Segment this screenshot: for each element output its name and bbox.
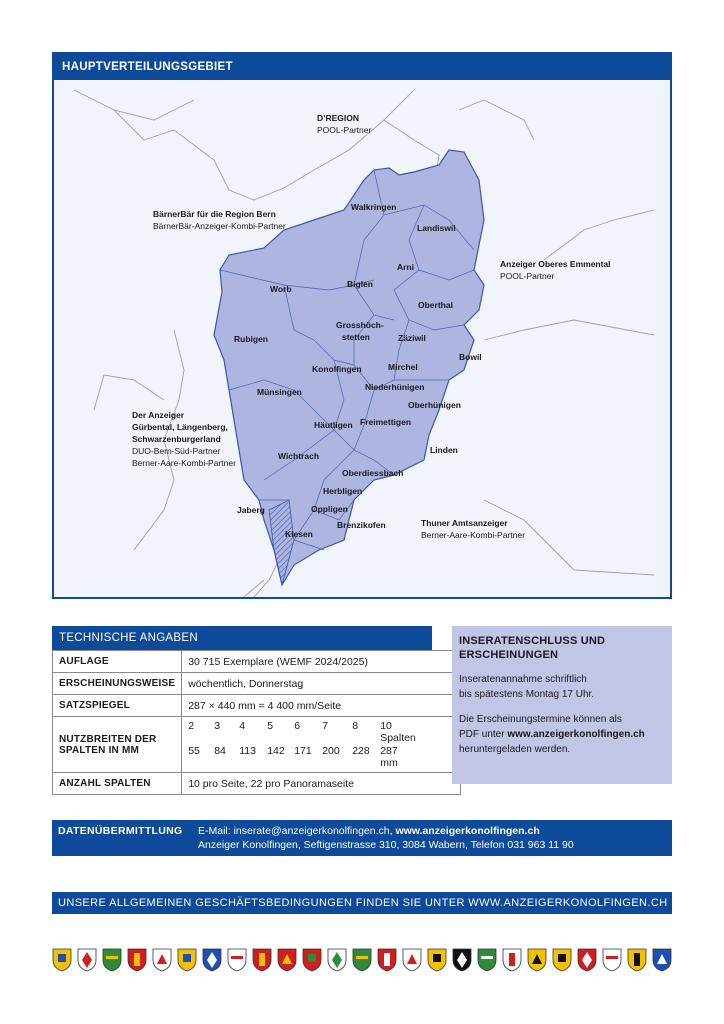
technical-specs-panel — [52, 626, 432, 795]
partner-subtitle: POOL-Partner — [500, 271, 555, 281]
column-count: 8 — [352, 720, 359, 732]
coat-of-arms-21-icon — [552, 948, 572, 972]
column-widths-grid — [188, 720, 454, 769]
partner-title: Schwarzenburgerland — [132, 434, 221, 444]
municipality-crests-row — [52, 948, 672, 974]
row-label: SATZSPIEGEL — [53, 695, 182, 717]
coat-of-arms-8-icon — [227, 948, 247, 972]
region-label: Häutligen — [314, 420, 353, 430]
data-transfer-label: DATENÜBERMITTLUNG — [58, 825, 183, 837]
column-width: 228 — [352, 745, 370, 757]
region-label: Herbligen — [323, 486, 363, 496]
partner-subtitle: BärnerBär-Anzeiger-Kombi-Partner — [153, 221, 286, 231]
region-label: Oberthal — [418, 300, 453, 310]
column-width: 142 — [267, 745, 285, 757]
column-count: 2 — [188, 720, 195, 732]
coat-of-arms-16-icon — [427, 948, 447, 972]
deadline-text-line: bis spätestens Montag 17 Uhr. — [459, 689, 595, 700]
schedule-text-line: PDF unter — [459, 729, 508, 740]
deadline-title-line: ERSCHEINUNGEN — [459, 649, 559, 661]
region-label: Worb — [270, 284, 292, 294]
coat-of-arms-10-icon — [277, 948, 297, 972]
region-label: Grosshöch- — [336, 320, 384, 330]
coat-of-arms-5-icon — [152, 948, 172, 972]
coat-of-arms-1-icon — [52, 948, 72, 972]
row-label — [53, 717, 182, 773]
coat-of-arms-23-icon — [602, 948, 622, 972]
partner-title: Anzeiger Oberes Emmental — [500, 259, 611, 269]
region-label: Zäziwil — [398, 333, 426, 343]
partner-title: D’REGION — [317, 113, 360, 123]
column-count: 5 — [267, 720, 274, 732]
address-line: Anzeiger Konolfingen, Seftigenstrasse 310, 3084 Wabern, Telefon 031 963 11 90 — [198, 839, 574, 851]
coat-of-arms-17-icon — [452, 948, 472, 972]
partner-subtitle: POOL-Partner — [317, 125, 372, 135]
map-header: HAUPTVERTEILUNGSGEBIET — [54, 54, 670, 80]
region-label: Walkringen — [351, 202, 397, 212]
column-count: 6 — [294, 720, 301, 732]
data-transfer-details — [198, 824, 574, 852]
coat-of-arms-2-icon — [77, 948, 97, 972]
coat-of-arms-24-icon — [627, 948, 647, 972]
deadline-info-box — [452, 626, 672, 784]
column-count: 10 Spalten — [380, 720, 416, 744]
column-width: 55 — [188, 745, 200, 757]
region-label: Linden — [430, 445, 458, 455]
coat-of-arms-18-icon — [477, 948, 497, 972]
data-transfer-bar — [52, 820, 672, 856]
region-label: Münsingen — [257, 387, 302, 397]
email-line — [198, 824, 574, 838]
region-label: Biglen — [347, 279, 373, 289]
terms-bar[interactable]: UNSERE ALLGEMEINEN GESCHÄFTSBEDINGUNGEN FINDEN SIE UNTER WWW.ANZEIGERKONOLFINGEN.CH — [52, 892, 672, 914]
coat-of-arms-19-icon — [502, 948, 522, 972]
website-link[interactable]: www.anzeigerkonolfingen.ch — [507, 729, 645, 740]
coat-of-arms-11-icon — [302, 948, 322, 972]
partner-title: BärnerBär für die Region Bern — [153, 209, 276, 219]
region-label: Jaberg — [237, 505, 265, 515]
schedule-text — [459, 712, 665, 757]
column-width: 113 — [239, 745, 256, 757]
coat-of-arms-3-icon — [102, 948, 122, 972]
deadline-text-line: Inseratenannahme schriftlich — [459, 674, 587, 685]
region-label: Kiesen — [285, 529, 313, 539]
row-value: wöchentlich, Donnerstag — [182, 673, 461, 695]
region-label: Konolfingen — [312, 364, 362, 374]
coat-of-arms-9-icon — [252, 948, 272, 972]
coat-of-arms-22-icon — [577, 948, 597, 972]
region-label: Arni — [397, 262, 414, 272]
column-count: 3 — [214, 720, 221, 732]
deadline-text — [459, 672, 665, 702]
table-row — [53, 773, 461, 795]
region-label: Landiswil — [417, 223, 456, 233]
coat-of-arms-7-icon — [202, 948, 222, 972]
partner-title: Der Anzeiger — [132, 410, 185, 420]
table-row — [53, 717, 461, 773]
region-label: Wichtrach — [278, 451, 320, 461]
column-width: 287 mm — [380, 745, 398, 769]
distribution-map-panel — [52, 52, 672, 599]
tech-header: TECHNISCHE ANGABEN — [52, 626, 432, 650]
row-label: ERSCHEINUNGSWEISE — [53, 673, 182, 695]
region-label: Freimettigen — [360, 417, 412, 427]
partner-title: Thuner Amtsanzeiger — [421, 518, 508, 528]
region-label: Brenzikofen — [337, 520, 386, 530]
coat-of-arms-12-icon — [327, 948, 347, 972]
website-link[interactable]: www.anzeigerkonolfingen.ch — [395, 825, 540, 837]
region-label: Rubigen — [234, 334, 268, 344]
deadline-title — [459, 634, 665, 662]
column-width: 171 — [294, 745, 312, 757]
region-label: Bowil — [459, 352, 482, 362]
region-label: Oberdiessbach — [342, 468, 404, 478]
coat-of-arms-13-icon — [352, 948, 372, 972]
partner-subtitle: Berner-Aare-Kombi-Partner — [421, 530, 525, 540]
table-row — [53, 651, 461, 673]
column-width: 200 — [322, 745, 340, 757]
schedule-text-line: Die Erscheinungstermine können als — [459, 714, 622, 725]
region-label: stetten — [342, 332, 370, 342]
row-label: ANZAHL SPALTEN — [53, 773, 182, 795]
region-label: Oberhünigen — [408, 400, 461, 410]
column-count: 4 — [239, 720, 246, 732]
row-label: AUFLAGE — [53, 651, 182, 673]
coat-of-arms-4-icon — [127, 948, 147, 972]
table-row — [53, 695, 461, 717]
row-label-line: SPALTEN IN MM — [59, 744, 140, 756]
email-text[interactable]: E-Mail: inserate@anzeigerkonolfingen.ch, — [198, 825, 396, 837]
row-label-line: NUTZBREITEN DER — [59, 733, 157, 745]
coat-of-arms-25-icon — [652, 948, 672, 972]
column-width: 84 — [214, 745, 226, 757]
partner-subtitle: Berner-Aare-Kombi-Partner — [132, 458, 236, 468]
coat-of-arms-6-icon — [177, 948, 197, 972]
partner-subtitle: DUO-Bern-Süd-Partner — [132, 446, 221, 456]
distribution-map — [54, 80, 670, 597]
coat-of-arms-14-icon — [377, 948, 397, 972]
tech-table — [52, 650, 461, 795]
coat-of-arms-20-icon — [527, 948, 547, 972]
region-label: Mirchel — [388, 362, 418, 372]
schedule-text-line: heruntergeladen werden. — [459, 744, 571, 755]
column-widths-cell — [182, 717, 461, 773]
table-row — [53, 673, 461, 695]
coat-of-arms-15-icon — [402, 948, 422, 972]
column-count: 7 — [322, 720, 329, 732]
region-label: Oppligen — [311, 504, 348, 514]
row-value: 287 × 440 mm = 4 400 mm/Seite — [182, 695, 461, 717]
deadline-title-line: INSERATENSCHLUSS UND — [459, 635, 606, 647]
row-value: 30 715 Exemplare (WEMF 2024/2025) — [182, 651, 461, 673]
region-label: Niederhünigen — [365, 382, 425, 392]
partner-title: Gürbental, Längenberg, — [132, 422, 228, 432]
row-value: 10 pro Seite, 22 pro Panoramaseite — [182, 773, 461, 795]
